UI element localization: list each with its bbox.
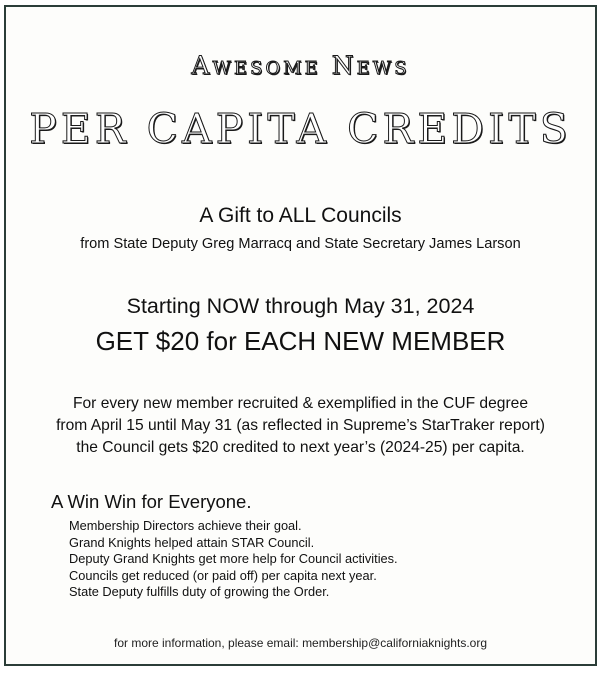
offer-dates: Starting NOW through May 31, 2024 xyxy=(126,294,475,318)
contact-line: for more information, please email: membership@californiaknights.org xyxy=(113,636,487,650)
list-item: Grand Knights helped attain STAR Council. xyxy=(69,534,315,550)
list-item: Membership Directors achieve their goal. xyxy=(69,518,302,533)
details-line: the Council gets $20 credited to next year’s (2024-25) per capita. xyxy=(76,439,525,456)
flyer xyxy=(4,5,597,666)
offer-headline: GET $20 for EACH NEW MEMBER xyxy=(95,326,506,356)
per-capita-credits-title: PER CAPITA CREDITS xyxy=(29,105,572,153)
list-item: Deputy Grand Knights get more help for Council activities. xyxy=(69,551,398,567)
details-line: For every new member recruited & exemplified in the CUF degree xyxy=(72,395,528,412)
gift-from-line: from State Deputy Greg Marracq and State Secretary James Larson xyxy=(80,236,521,252)
gift-title: A Gift to ALL Councils xyxy=(199,204,402,227)
benefits-list xyxy=(69,518,398,601)
details-paragraph xyxy=(6,393,595,459)
awesome-news-heading: Awesome News xyxy=(191,51,410,80)
win-heading: A Win Win for Everyone. xyxy=(51,491,252,512)
list-item: Councils get reduced (or paid off) per capita next year. xyxy=(69,567,377,583)
details-line: from April 15 until May 31 (as reflected in Supreme’s StarTraker report) xyxy=(56,417,545,434)
list-item: State Deputy fulfills duty of growing the Order. xyxy=(69,584,330,600)
